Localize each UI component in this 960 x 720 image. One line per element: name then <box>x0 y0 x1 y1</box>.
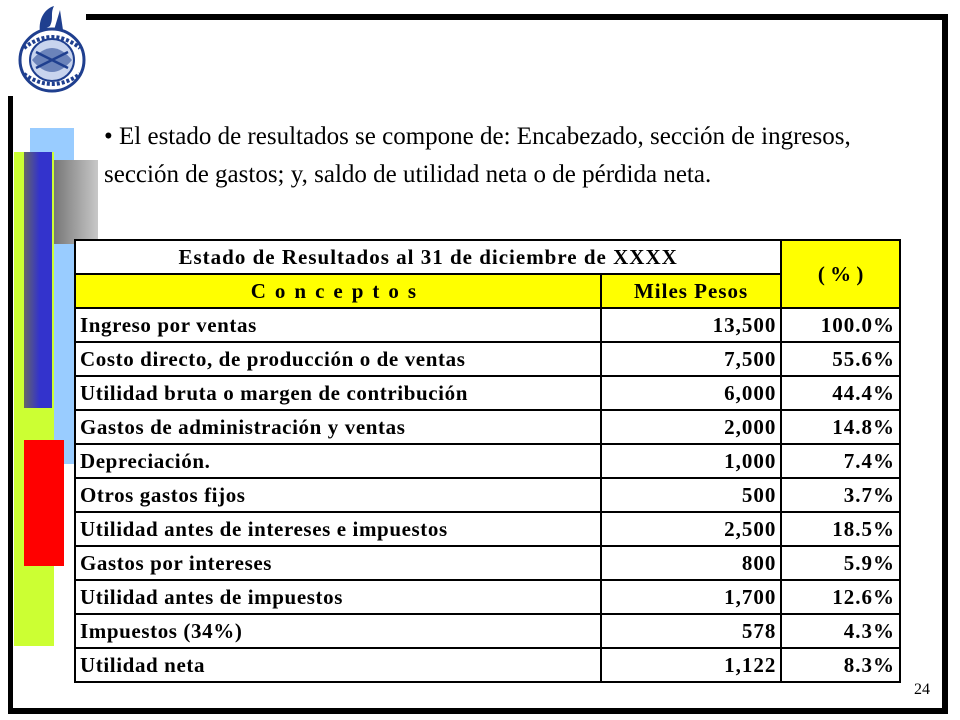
row-percent: 55.6% <box>781 342 900 376</box>
miles-pesos-header: Miles Pesos <box>601 274 781 308</box>
row-amount: 13,500 <box>601 308 781 342</box>
row-amount: 1,700 <box>601 580 781 614</box>
table-row <box>75 478 900 512</box>
row-percent: 3.7% <box>781 478 900 512</box>
table-row <box>75 614 900 648</box>
table-row <box>75 580 900 614</box>
table-row <box>75 444 900 478</box>
concepts-header: Conceptos <box>75 274 601 308</box>
row-label: Ingreso por ventas <box>75 308 601 342</box>
slide-frame-bottom <box>8 708 948 714</box>
statement-title: Estado de Resultados al 31 de diciembre de XXXX <box>75 240 781 274</box>
table-row <box>75 410 900 444</box>
row-label: Utilidad bruta o margen de contribución <box>75 376 601 410</box>
row-percent: 4.3% <box>781 614 900 648</box>
table-row <box>75 342 900 376</box>
slide-frame-top <box>86 14 948 20</box>
row-amount: 2,500 <box>601 512 781 546</box>
row-amount: 578 <box>601 614 781 648</box>
slide-frame-left <box>8 96 13 714</box>
income-statement-table <box>74 239 901 683</box>
percent-header: ( % ) <box>781 240 900 308</box>
row-amount: 6,000 <box>601 376 781 410</box>
row-percent: 5.9% <box>781 546 900 580</box>
row-label: Gastos por intereses <box>75 546 601 580</box>
row-amount: 1,122 <box>601 648 781 682</box>
row-label: Utilidad antes de impuestos <box>75 580 601 614</box>
row-amount: 2,000 <box>601 410 781 444</box>
slide-frame-right <box>942 14 948 714</box>
table-row <box>75 546 900 580</box>
row-amount: 500 <box>601 478 781 512</box>
tec-monterrey-logo-icon <box>10 2 94 94</box>
row-label: Depreciación. <box>75 444 601 478</box>
row-amount: 1,000 <box>601 444 781 478</box>
row-label: Impuestos (34%) <box>75 614 601 648</box>
row-label: Utilidad neta <box>75 648 601 682</box>
table-row <box>75 512 900 546</box>
row-percent: 8.3% <box>781 648 900 682</box>
decor-red-block <box>24 440 64 566</box>
row-amount: 7,500 <box>601 342 781 376</box>
row-percent: 100.0% <box>781 308 900 342</box>
table-row <box>75 648 900 682</box>
row-percent: 44.4% <box>781 376 900 410</box>
row-percent: 18.5% <box>781 512 900 546</box>
row-label: Otros gastos fijos <box>75 478 601 512</box>
row-label: Costo directo, de producción o de ventas <box>75 342 601 376</box>
row-percent: 14.8% <box>781 410 900 444</box>
decor-blue-bar <box>24 152 52 408</box>
row-percent: 7.4% <box>781 444 900 478</box>
table-row <box>75 308 900 342</box>
row-label: Gastos de administración y ventas <box>75 410 601 444</box>
row-percent: 12.6% <box>781 580 900 614</box>
row-amount: 800 <box>601 546 781 580</box>
page-number: 24 <box>914 681 930 698</box>
bullet-text: • El estado de resultados se compone de: Encabezado, sección de ingresos, sección de gastos; y, saldo de utilidad neta o de pérdida neta. <box>104 123 851 188</box>
decor-gray-panel <box>54 160 98 244</box>
row-label: Utilidad antes de intereses e impuestos <box>75 512 601 546</box>
table-row <box>75 376 900 410</box>
